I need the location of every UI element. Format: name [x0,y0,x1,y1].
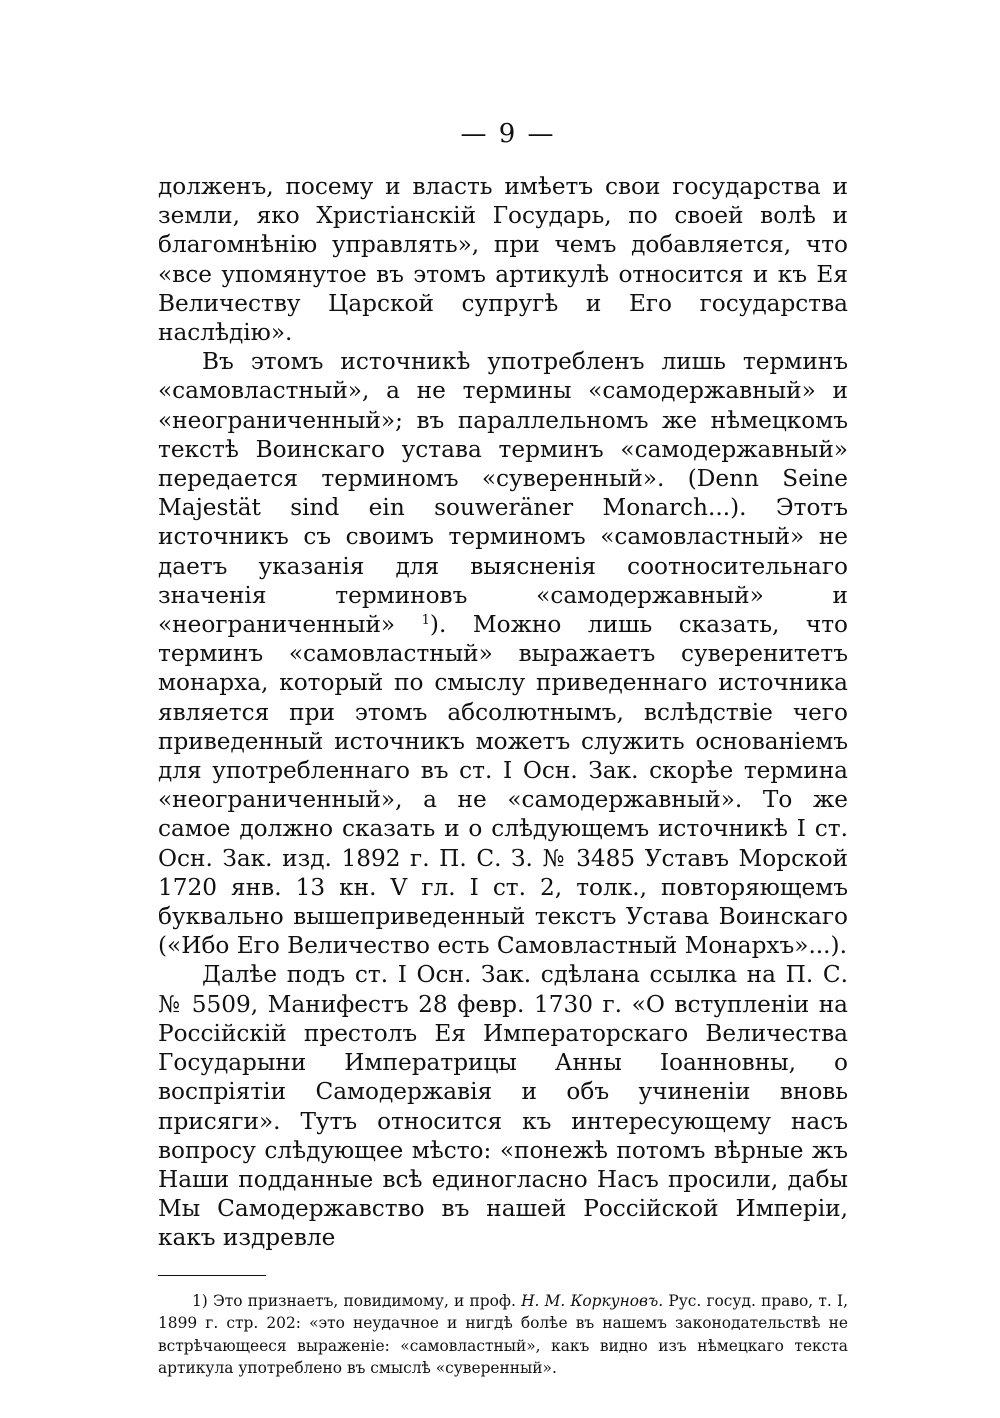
footnote-reference: 1 [421,613,430,629]
footnote-text-start: Это признаетъ, повидимому, и проф. [213,1291,516,1310]
paragraph-2-part-2: ). Можно лишь сказать, что терминъ «самовластный» выражаетъ суверенитетъ монарха, который по смыслу приведеннаго источника является при этомъ абсолютнымъ, вслѣдствіе чего приведенный источникъ можетъ служить основаніемъ для употребленнаго въ ст. I Осн. Зак. скорѣе термина «неограниченный», а не «самодержавный». То же самое должно сказать и о слѣдующемъ источникѣ I ст. Осн. Зак. изд. 1892 г. П. С. З. № 3485 Уставъ Морской 1720 янв. 13 кн. V гл. I ст. 2, толк., повторяющемъ буквально вышеприведенный текстъ Устава Воинскаго («Ибо Его Величество есть Самовластный Монархъ»...). [158,611,848,960]
footnote [158,1290,848,1380]
page-number: — 9 — [460,119,556,149]
main-text [158,172,848,1253]
paragraph-2 [158,347,848,960]
paragraph-2-part-1: Въ этомъ источникѣ употребленъ лишь терминъ «самовластный», а не термины «самодержавный» и «неограниченный»; въ параллельномъ же нѣмецкомъ текстѣ Воинскаго устава терминъ «самодержавный» передается терминомъ «суверенный». (Denn Seine Majestät sind ein souweräner Monarch...). Этотъ источникъ съ своимъ терминомъ «самовластный» не даетъ указанія для выясненія соотносительнаго значенія терминовъ «самодержавный» и «неограниченный» [158,348,848,639]
footnote-text-end: Рус. госуд. право, т. I, 1899 г. стр. 202: «это неудачное и нигдѣ болѣе въ нашемъ законодательствѣ не встрѣчающееся выраженіе: «самовластный», какъ видно изъ нѣмецкаго текста артикула употреблено въ смыслѣ «суверенный». [158,1291,848,1378]
footnote-divider [158,1275,266,1276]
paragraph-3: Далѣе подъ ст. I Осн. Зак. сдѣлана ссылка на П. С. № 5509, Манифестъ 28 февр. 1730 г. «О вступленіи на Россійскій престолъ Ея Императорскаго Величества Государыни Императрицы Анны Іоанновны, о воспріятіи Самодержавія и объ учиненіи вновь присяги». Тутъ относится къ интересующему насъ вопросу слѣдующее мѣсто: «понежѣ потомъ вѣрные жъ Наши подданные всѣ единогласно Насъ просили, дабы Мы Самодержавство въ нашей Россійской Имперіи, какъ издревле [158,961,848,1252]
footnote-marker: 1) [192,1291,208,1310]
footnote-author: Н. М. Коркуновъ. [521,1291,664,1310]
paragraph-1: долженъ, посему и власть имѣетъ свои государства и земли, яко Христіанскій Государь, по своей волѣ и благомнѣнію управлять», при чемъ добавляется, что «все упомянутое въ этомъ артикулѣ относится и къ Ея Величеству Царской супругѣ и Его государства наслѣдію». [158,173,848,347]
book-page [158,118,848,1380]
